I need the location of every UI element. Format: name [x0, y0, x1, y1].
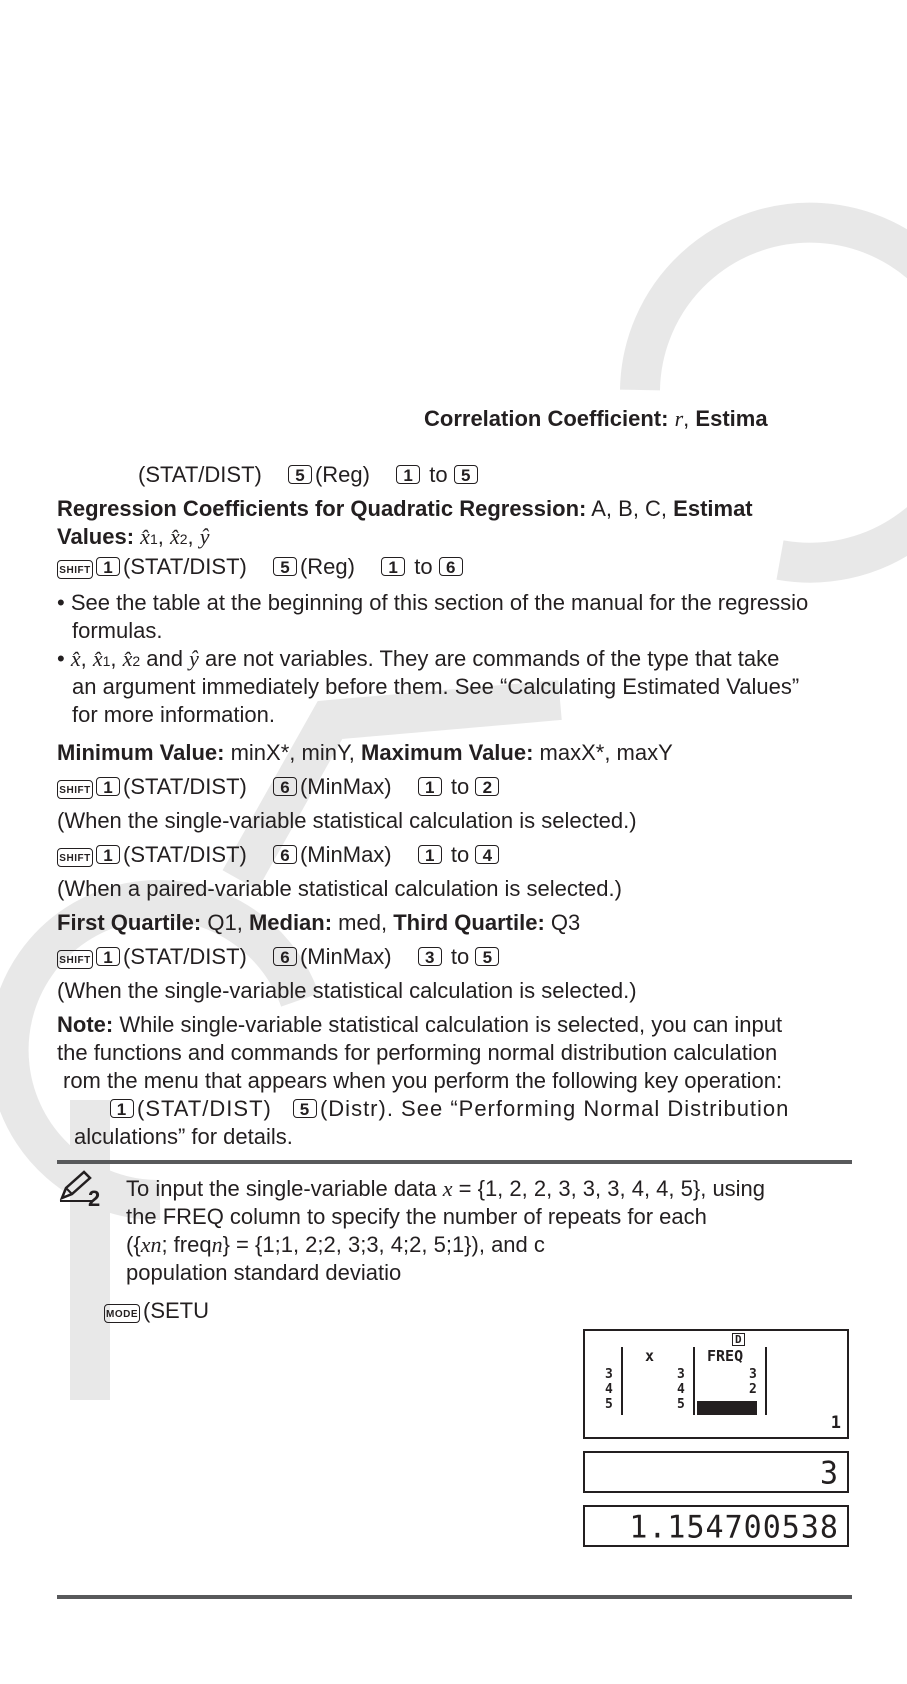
- section-divider: [57, 1160, 852, 1164]
- bullet-1-line-1: • See the table at the beginning of this section of the manual for the regressio: [57, 590, 809, 615]
- key-2: 2: [475, 777, 499, 796]
- footer-divider: [57, 1595, 852, 1599]
- minmax-heading: Minimum Value: minX*, minY, Maximum Value: maxX*, maxY: [57, 740, 673, 765]
- key-1: 1: [381, 557, 405, 576]
- key-sequence-reg-2: SHIFT 1 (STAT/DIST) 5 (Reg) 1 to 6: [57, 554, 466, 580]
- note-single-variable-2: (When the single-variable statistical calculation is selected.): [57, 978, 637, 1003]
- shift-key: SHIFT: [57, 950, 93, 969]
- key-sequence-minmax-2: SHIFT 1 (STAT/DIST) 6 (MinMax) 1 to 4: [57, 842, 502, 868]
- key-5: 5: [293, 1099, 317, 1118]
- note-line-1: Note: While single-variable statistical calculation is selected, you can input: [57, 1012, 783, 1037]
- correlation-heading: Correlation Coefficient: r, Estima: [424, 406, 768, 431]
- bullet-2-line-3: for more information.: [72, 702, 275, 727]
- note-paired-variable: (When a paired-variable statistical calculation is selected.): [57, 876, 622, 901]
- example-number: 2: [88, 1186, 101, 1211]
- freq-value-column: 3 2: [749, 1367, 757, 1397]
- shift-key: SHIFT: [57, 560, 93, 579]
- key-6: 6: [273, 777, 297, 796]
- key-1: 1: [418, 777, 442, 796]
- key-1: 1: [110, 1099, 134, 1118]
- key-sequence-reg-1: (STAT/DIST) 5 (Reg) 1 to 5: [138, 462, 481, 488]
- note-line-5: alculations” for details.: [74, 1124, 293, 1149]
- column-header-x: x: [645, 1347, 655, 1365]
- key-4: 4: [475, 845, 499, 864]
- key-sequence-minmax-1: SHIFT 1 (STAT/DIST) 6 (MinMax) 1 to 2: [57, 774, 502, 800]
- row-number: 1: [830, 1413, 841, 1433]
- mode-key: MODE: [104, 1304, 140, 1323]
- key-3: 3: [418, 947, 442, 966]
- note-line-4: 1 (STAT/DIST) 5 (Distr). See “Performing Normal Distribution: [110, 1096, 789, 1122]
- key-1: 1: [96, 557, 120, 576]
- key-1: 1: [396, 465, 420, 484]
- example-line-1: To input the single-variable data x = {1, 2, 2, 3, 3, 3, 4, 4, 5}, using: [126, 1176, 766, 1201]
- quartile-heading: First Quartile: Q1, Median: med, Third Quartile: Q3: [57, 910, 581, 935]
- key-1: 1: [418, 845, 442, 864]
- row-index-column: 3 4 5: [605, 1367, 613, 1412]
- key-1: 1: [96, 845, 120, 864]
- key-6: 6: [273, 947, 297, 966]
- note-single-variable-1: (When the single-variable statistical calculation is selected.): [57, 808, 637, 833]
- bullet-2-line-2: an argument immediately before them. See “Calculating Estimated Values”: [72, 674, 800, 699]
- key-6: 6: [439, 557, 463, 576]
- shift-key: SHIFT: [57, 848, 93, 867]
- result-value: 3: [819, 1455, 839, 1492]
- key-5: 5: [288, 465, 312, 484]
- key-5: 5: [273, 557, 297, 576]
- bullet-1-line-2: formulas.: [72, 618, 163, 643]
- example-line-5: MODE (SETU: [106, 1298, 209, 1323]
- example-line-2: the FREQ column to specify the number of repeats for each: [126, 1204, 707, 1229]
- key-1: 1: [96, 947, 120, 966]
- shift-key: SHIFT: [57, 780, 93, 799]
- bullet-2-line-1: • x̂, x̂1, x̂2 and ŷ are not variables. They are commands of the type that take: [57, 646, 780, 671]
- key-sequence-minmax-3: SHIFT 1 (STAT/DIST) 6 (MinMax) 3 to 5: [57, 944, 502, 970]
- key-1: 1: [96, 777, 120, 796]
- key-6: 6: [273, 845, 297, 864]
- degree-indicator: D: [732, 1333, 745, 1346]
- key-5: 5: [454, 465, 478, 484]
- key-5: 5: [475, 947, 499, 966]
- calculator-result-display-2: [583, 1505, 849, 1547]
- column-header-freq: FREQ: [707, 1347, 744, 1365]
- note-line-3: rom the menu that appears when you perform the following key operation:: [63, 1068, 783, 1093]
- pencil-icon: [58, 1170, 92, 1202]
- values-line: Values: x̂1, x̂2, ŷ: [57, 524, 210, 549]
- cell-cursor: [697, 1401, 757, 1415]
- x-value-column: 3 4 5: [677, 1367, 685, 1412]
- example-line-4: population standard deviatio: [126, 1260, 402, 1285]
- calculator-stat-table-display: [583, 1329, 849, 1439]
- calculator-result-display-1: [583, 1451, 849, 1493]
- result-value: 1.154700538: [629, 1509, 839, 1546]
- example-line-3: ({xn; freqn} = {1;1, 2;2, 3;3, 4;2, 5;1}), and c: [126, 1232, 545, 1257]
- note-line-2: the functions and commands for performing normal distribution calculation: [57, 1040, 778, 1065]
- quadratic-heading: Regression Coefficients for Quadratic Regression: A, B, C, Estimat: [57, 496, 753, 521]
